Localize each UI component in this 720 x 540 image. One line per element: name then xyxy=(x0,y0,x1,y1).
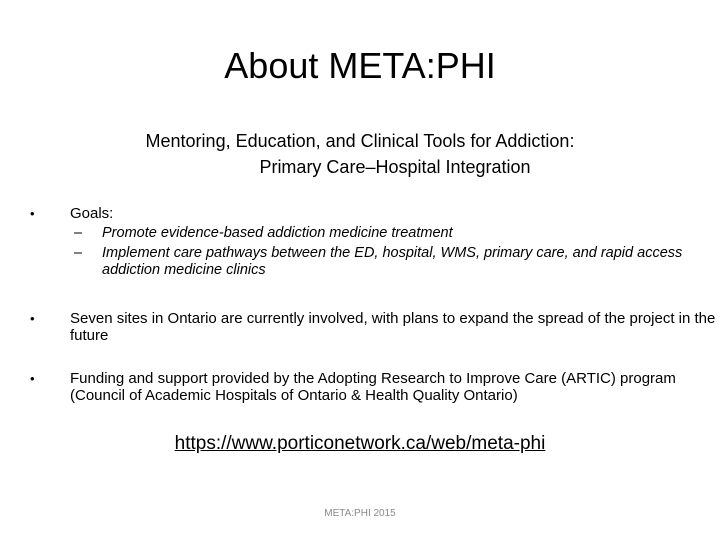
slide-title: About META:PHI xyxy=(224,45,496,86)
slide-subtitle xyxy=(0,128,720,180)
sub-bullet-text: Promote evidence-based addiction medicine treatment xyxy=(102,225,453,241)
slide-footer: META:PHI 2015 xyxy=(324,508,396,519)
sub-bullet-marker: – xyxy=(74,245,83,261)
sub-bullet-implement xyxy=(70,245,720,279)
bullet-text: Seven sites in Ontario are currently involved, with plans to expand the spread of the project in the future xyxy=(70,310,716,344)
bullet-text: Goals: xyxy=(70,205,114,222)
sub-bullet-text: Implement care pathways between the ED, hospital, WMS, primary care, and rapid access addiction medicine clinics xyxy=(102,245,683,278)
bullet-marker: • xyxy=(30,371,35,386)
bullet-goals xyxy=(30,205,720,279)
sub-bullet-marker: – xyxy=(74,225,83,241)
bullet-funding xyxy=(30,370,720,404)
bullet-marker: • xyxy=(30,206,35,221)
subtitle-line-1: Mentoring, Education, and Clinical Tools for Addiction: xyxy=(145,131,575,151)
subtitle-line-2: Primary Care–Hospital Integration xyxy=(259,157,531,177)
sub-bullet-promote xyxy=(70,225,720,242)
project-link[interactable]: https://www.porticonetwork.ca/web/meta-phi xyxy=(174,433,546,454)
bullet-text: Funding and support provided by the Adopting Research to Improve Care (ARTIC) program (Council of Academic Hospitals of Ontario & Health Quality Ontario) xyxy=(70,370,676,404)
project-link-container xyxy=(0,432,720,456)
bullet-marker: • xyxy=(30,311,35,326)
bullet-sites xyxy=(30,310,720,344)
